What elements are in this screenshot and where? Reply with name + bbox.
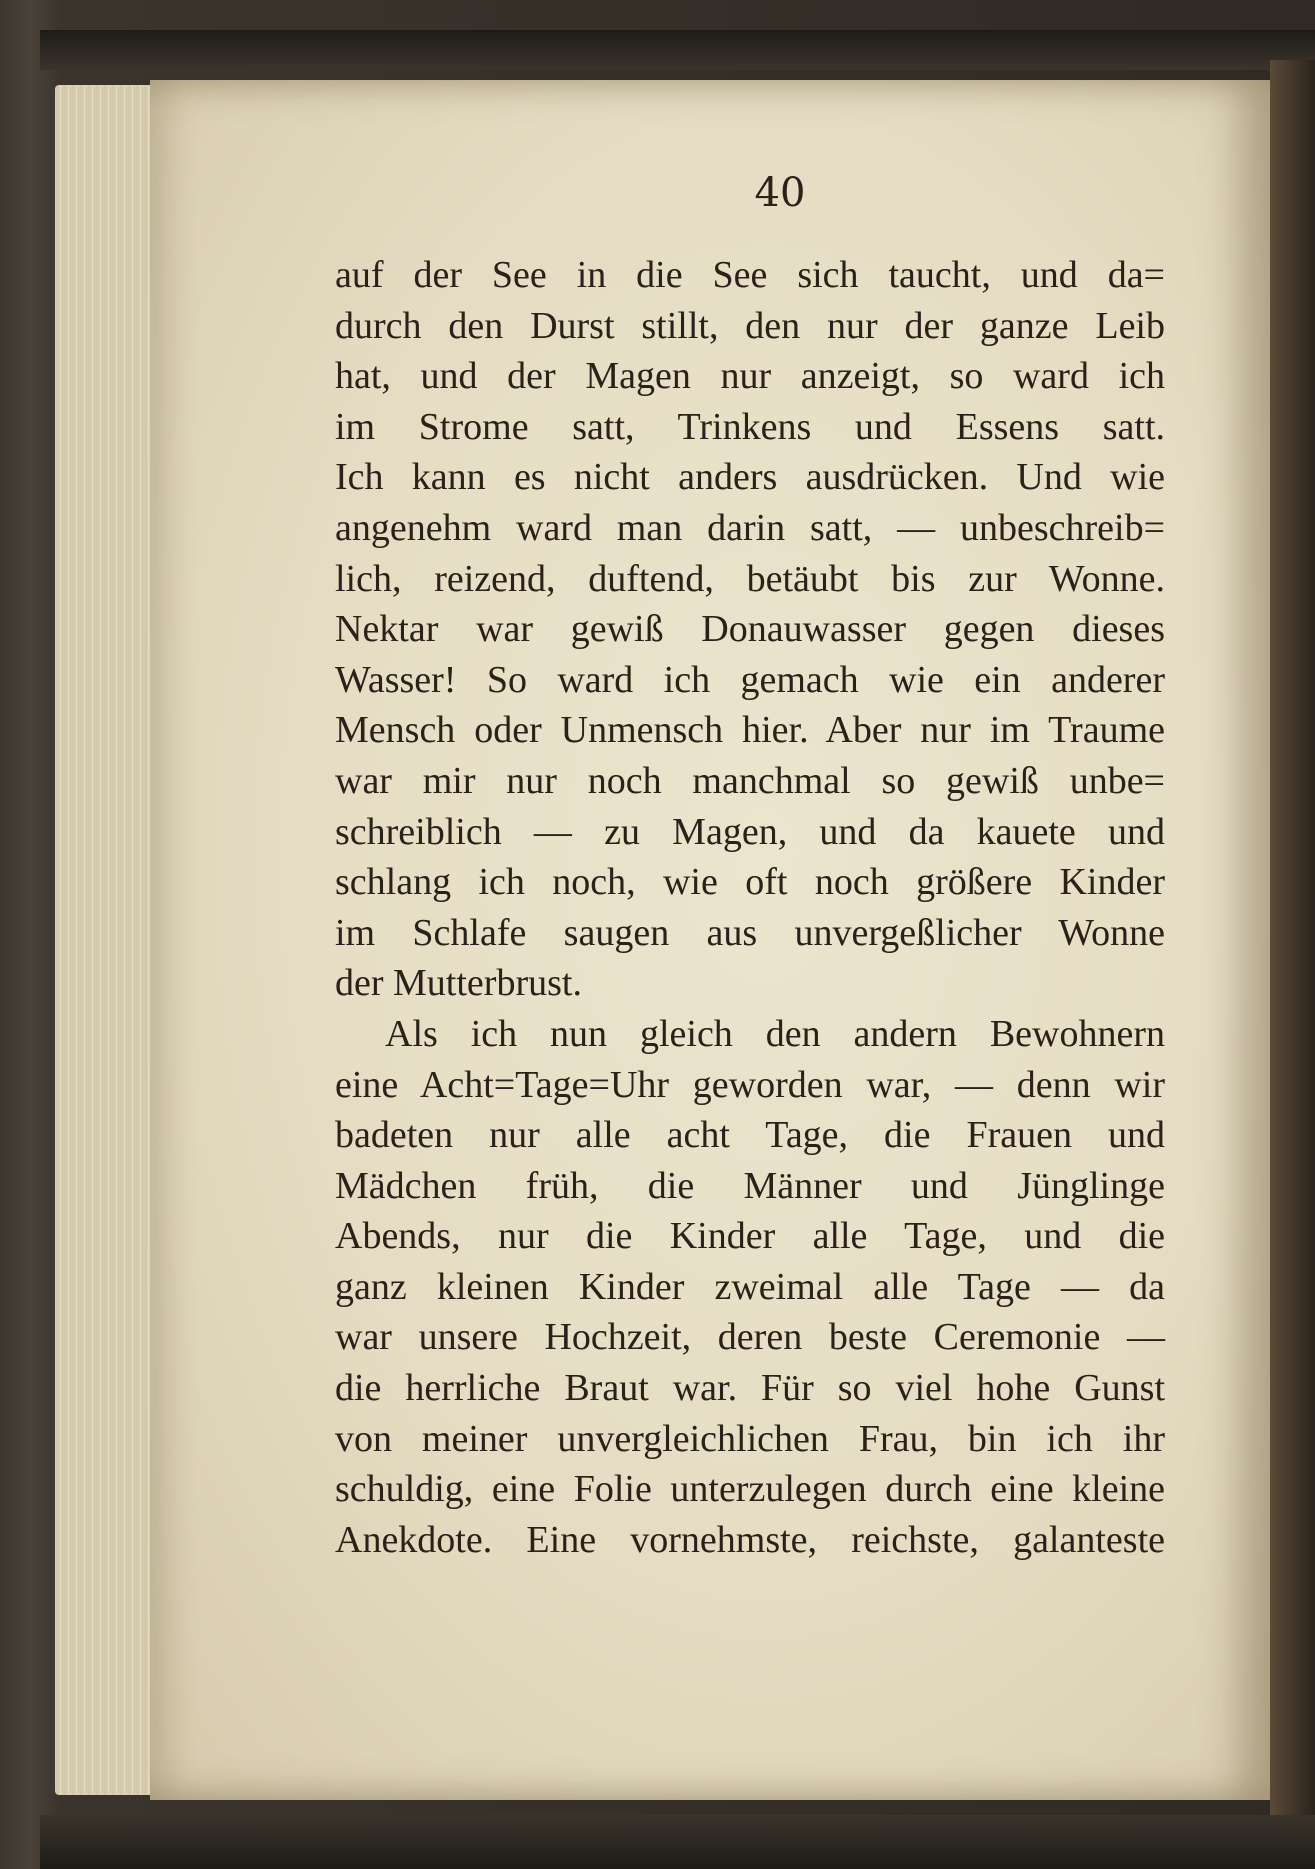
text-line: von meiner unvergleichlichen Frau, bin ich ihr bbox=[335, 1417, 1165, 1460]
page-number: 40 bbox=[754, 170, 806, 216]
book-cover-top-edge bbox=[40, 30, 1315, 70]
text-line: Abends, nur die Kinder alle Tage, und die bbox=[335, 1215, 1165, 1258]
text-line: durch den Durst stillt, den nur der ganze Leib bbox=[335, 304, 1165, 347]
text-line: Mädchen früh, die Männer und Jünglinge bbox=[335, 1164, 1165, 1207]
text-line: Nektar war gewiß Donauwasser gegen dieses bbox=[335, 608, 1165, 651]
text-line: Ich kann es nicht anders ausdrücken. Und wie bbox=[335, 456, 1165, 499]
text-line: schlang ich noch, wie oft noch größere Kinder bbox=[335, 861, 1165, 904]
text-line: war mir nur noch manchmal so gewiß unbe= bbox=[335, 759, 1165, 802]
text-line: ganz kleinen Kinder zweimal alle Tage — da bbox=[335, 1265, 1165, 1308]
book-cover-bottom-edge bbox=[40, 1815, 1315, 1869]
text-line: hat, und der Magen nur anzeigt, so ward ich bbox=[335, 355, 1165, 398]
text-line: lich, reizend, duftend, betäubt bis zur Wonne. bbox=[335, 557, 1165, 600]
book-spine-shadow bbox=[1270, 60, 1315, 1830]
text-line: im Strome satt, Trinkens und Essens satt. bbox=[335, 405, 1165, 448]
page-block-edges bbox=[55, 85, 165, 1795]
text-line: eine Acht=Tage=Uhr geworden war, — denn wir bbox=[335, 1063, 1165, 1106]
text-line: Wasser! So ward ich gemach wie ein anderer bbox=[335, 658, 1165, 701]
text-line: schuldig, eine Folie unterzulegen durch eine kleine bbox=[335, 1468, 1165, 1511]
text-line: war unsere Hochzeit, deren beste Ceremonie — bbox=[335, 1316, 1165, 1359]
text-line: Mensch oder Unmensch hier. Aber nur im Traume bbox=[335, 709, 1165, 752]
text-line: der Mutterbrust. bbox=[335, 962, 582, 1005]
text-line: im Schlafe saugen aus unvergeßlicher Wonne bbox=[335, 911, 1165, 954]
text-line: Als ich nun gleich den andern Bewohnern bbox=[385, 1012, 1165, 1055]
text-line: Anekdote. Eine vornehmste, reichste, galanteste bbox=[335, 1518, 1165, 1561]
text-line: schreiblich — zu Magen, und da kauete und bbox=[335, 810, 1165, 853]
page-body-text bbox=[335, 250, 1165, 1565]
text-line: angenehm ward man darin satt, — unbeschreib= bbox=[335, 506, 1165, 549]
text-line: auf der See in die See sich taucht, und da= bbox=[335, 254, 1165, 296]
text-line: die herrliche Braut war. Für so viel hohe Gunst bbox=[335, 1367, 1165, 1410]
text-line: badeten nur alle acht Tage, die Frauen und bbox=[335, 1114, 1165, 1157]
